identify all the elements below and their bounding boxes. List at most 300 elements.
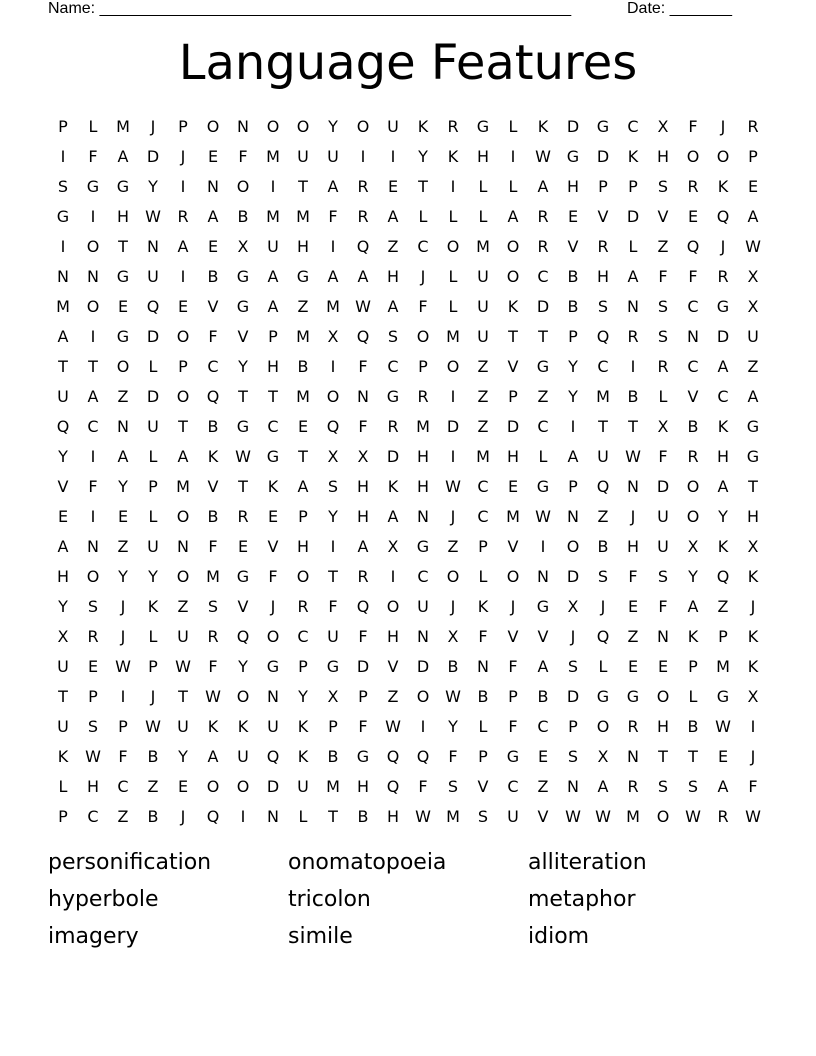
grid-letter[interactable]: B	[537, 687, 549, 706]
grid-letter[interactable]: O	[446, 357, 460, 376]
grid-letter[interactable]: A	[357, 537, 369, 556]
grid-letter[interactable]: F	[268, 567, 278, 586]
grid-letter[interactable]: U	[57, 657, 69, 676]
grid-letter[interactable]: H	[416, 477, 430, 496]
grid-letter[interactable]: M	[716, 657, 730, 676]
grid-letter[interactable]: V	[387, 657, 399, 676]
grid-letter[interactable]: J	[570, 627, 576, 646]
grid-letter[interactable]: N	[267, 687, 279, 706]
grid-letter[interactable]: U	[327, 627, 339, 646]
grid-letter[interactable]: L	[478, 567, 488, 586]
grid-letter[interactable]: V	[537, 807, 549, 826]
grid-letter[interactable]: L	[538, 447, 548, 466]
grid-letter[interactable]: H	[356, 507, 370, 526]
grid-letter[interactable]: M	[56, 297, 70, 316]
grid-letter[interactable]: A	[267, 297, 279, 316]
grid-letter[interactable]: O	[266, 627, 280, 646]
grid-letter[interactable]: B	[147, 807, 159, 826]
grid-letter[interactable]: O	[176, 327, 190, 346]
grid-letter[interactable]: T	[118, 237, 128, 256]
grid-letter[interactable]: O	[326, 387, 340, 406]
grid-letter[interactable]: S	[687, 777, 699, 796]
grid-letter[interactable]: K	[507, 297, 519, 316]
grid-letter[interactable]: U	[657, 507, 669, 526]
grid-letter[interactable]: K	[237, 717, 249, 736]
grid-letter[interactable]: S	[657, 177, 669, 196]
grid-letter[interactable]: B	[327, 747, 339, 766]
grid-letter[interactable]: V	[507, 627, 519, 646]
grid-letter[interactable]: V	[207, 477, 219, 496]
grid-letter[interactable]: S	[87, 717, 99, 736]
grid-letter[interactable]: N	[147, 237, 159, 256]
grid-letter[interactable]: U	[477, 327, 489, 346]
grid-letter[interactable]: I	[120, 687, 126, 706]
grid-letter[interactable]: F	[418, 297, 428, 316]
grid-letter[interactable]: L	[298, 807, 308, 826]
grid-letter[interactable]: I	[390, 567, 396, 586]
grid-letter[interactable]: D	[596, 147, 610, 166]
grid-letter[interactable]: J	[630, 507, 636, 526]
grid-letter[interactable]: Z	[477, 357, 489, 376]
grid-letter[interactable]: M	[596, 387, 610, 406]
grid-letter[interactable]: R	[387, 417, 399, 436]
grid-letter[interactable]: Q	[356, 597, 370, 616]
grid-letter[interactable]: G	[56, 207, 70, 226]
grid-letter[interactable]: Y	[568, 387, 578, 406]
grid-letter[interactable]: U	[57, 387, 69, 406]
grid-letter[interactable]: H	[296, 537, 310, 556]
grid-letter[interactable]: P	[148, 477, 158, 496]
grid-letter[interactable]: R	[627, 777, 639, 796]
grid-letter[interactable]: P	[328, 717, 338, 736]
grid-letter[interactable]: J	[450, 507, 456, 526]
grid-letter[interactable]: S	[597, 567, 609, 586]
grid-letter[interactable]: Z	[387, 687, 399, 706]
grid-letter[interactable]: K	[267, 477, 279, 496]
grid-letter[interactable]: L	[88, 117, 98, 136]
grid-letter[interactable]: S	[387, 327, 399, 346]
grid-letter[interactable]: I	[90, 507, 96, 526]
grid-letter[interactable]: M	[176, 477, 190, 496]
grid-letter[interactable]: E	[537, 747, 549, 766]
grid-letter[interactable]: N	[687, 327, 699, 346]
grid-letter[interactable]: U	[327, 147, 339, 166]
grid-letter[interactable]: T	[598, 417, 608, 436]
grid-letter[interactable]: W	[745, 237, 761, 256]
grid-letter[interactable]: C	[117, 777, 129, 796]
grid-letter[interactable]: M	[626, 807, 640, 826]
grid-letter[interactable]: Q	[386, 747, 400, 766]
grid-letter[interactable]: N	[357, 387, 369, 406]
grid-letter[interactable]: X	[237, 237, 249, 256]
grid-letter[interactable]: Q	[356, 327, 370, 346]
grid-letter[interactable]: X	[687, 537, 699, 556]
grid-letter[interactable]: W	[115, 657, 131, 676]
grid-letter[interactable]: L	[448, 297, 458, 316]
grid-letter[interactable]: R	[687, 177, 699, 196]
grid-letter[interactable]: C	[87, 807, 99, 826]
grid-letter[interactable]: R	[627, 717, 639, 736]
grid-letter[interactable]: L	[448, 207, 458, 226]
grid-letter[interactable]: X	[747, 267, 759, 286]
grid-letter[interactable]: R	[357, 207, 369, 226]
grid-letter[interactable]: E	[117, 507, 129, 526]
grid-letter[interactable]: A	[297, 477, 309, 496]
grid-letter[interactable]: D	[566, 567, 580, 586]
grid-letter[interactable]: H	[506, 447, 520, 466]
grid-letter[interactable]: H	[656, 717, 670, 736]
grid-letter[interactable]: L	[448, 267, 458, 286]
grid-letter[interactable]: A	[687, 597, 699, 616]
grid-letter[interactable]: O	[686, 477, 700, 496]
grid-letter[interactable]: M	[326, 777, 340, 796]
grid-letter[interactable]: H	[266, 357, 280, 376]
grid-letter[interactable]: T	[328, 807, 338, 826]
grid-letter[interactable]: A	[327, 267, 339, 286]
grid-letter[interactable]: Y	[568, 357, 578, 376]
grid-letter[interactable]: C	[537, 267, 549, 286]
grid-letter[interactable]: F	[88, 147, 98, 166]
grid-letter[interactable]: U	[507, 807, 519, 826]
grid-letter[interactable]: E	[747, 177, 759, 196]
grid-letter[interactable]: T	[268, 387, 278, 406]
grid-letter[interactable]: Y	[148, 177, 158, 196]
grid-letter[interactable]: A	[747, 207, 759, 226]
grid-letter[interactable]: Z	[477, 387, 489, 406]
grid-letter[interactable]: J	[270, 597, 276, 616]
grid-letter[interactable]: F	[208, 657, 218, 676]
grid-letter[interactable]: N	[537, 567, 549, 586]
grid-letter[interactable]: T	[508, 327, 518, 346]
grid-letter[interactable]: T	[328, 567, 338, 586]
grid-letter[interactable]: C	[477, 507, 489, 526]
grid-letter[interactable]: G	[296, 267, 310, 286]
grid-letter[interactable]: K	[147, 597, 159, 616]
grid-letter[interactable]: L	[418, 207, 428, 226]
grid-letter[interactable]: W	[145, 717, 161, 736]
grid-letter[interactable]: Y	[448, 717, 458, 736]
grid-letter[interactable]: M	[266, 147, 280, 166]
grid-letter[interactable]: N	[657, 627, 669, 646]
grid-letter[interactable]: J	[180, 147, 186, 166]
grid-letter[interactable]: W	[685, 807, 701, 826]
grid-letter[interactable]: P	[748, 147, 758, 166]
grid-letter[interactable]: S	[567, 657, 579, 676]
grid-letter[interactable]: W	[355, 297, 371, 316]
grid-letter[interactable]: G	[416, 537, 430, 556]
grid-letter[interactable]: J	[750, 747, 756, 766]
grid-letter[interactable]: G	[236, 567, 250, 586]
grid-letter[interactable]: R	[717, 267, 729, 286]
grid-letter[interactable]: K	[747, 657, 759, 676]
grid-letter[interactable]: K	[297, 717, 309, 736]
grid-letter[interactable]: R	[537, 237, 549, 256]
grid-letter[interactable]: F	[358, 357, 368, 376]
grid-letter[interactable]: D	[566, 687, 580, 706]
grid-letter[interactable]: V	[507, 357, 519, 376]
grid-letter[interactable]: Z	[117, 537, 129, 556]
grid-letter[interactable]: A	[717, 777, 729, 796]
grid-letter[interactable]: B	[357, 807, 369, 826]
grid-letter[interactable]: G	[536, 597, 550, 616]
grid-letter[interactable]: P	[298, 657, 308, 676]
grid-letter[interactable]: G	[116, 327, 130, 346]
grid-letter[interactable]: H	[596, 267, 610, 286]
grid-letter[interactable]: Q	[326, 417, 340, 436]
grid-letter[interactable]: Y	[58, 447, 68, 466]
grid-letter[interactable]: R	[687, 447, 699, 466]
grid-letter[interactable]: X	[327, 447, 339, 466]
grid-letter[interactable]: A	[717, 357, 729, 376]
grid-letter[interactable]: N	[237, 117, 249, 136]
grid-letter[interactable]: C	[717, 387, 729, 406]
grid-letter[interactable]: O	[86, 297, 100, 316]
grid-letter[interactable]: M	[416, 417, 430, 436]
grid-letter[interactable]: X	[657, 117, 669, 136]
grid-letter[interactable]: I	[450, 387, 456, 406]
grid-letter[interactable]: X	[597, 747, 609, 766]
grid-letter[interactable]: T	[178, 417, 188, 436]
grid-letter[interactable]: Y	[238, 357, 248, 376]
grid-letter[interactable]: N	[627, 747, 639, 766]
grid-letter[interactable]: X	[327, 687, 339, 706]
grid-letter[interactable]: R	[717, 807, 729, 826]
grid-letter[interactable]: O	[266, 117, 280, 136]
grid-letter[interactable]: C	[627, 117, 639, 136]
grid-letter[interactable]: K	[627, 147, 639, 166]
grid-letter[interactable]: P	[418, 357, 428, 376]
grid-letter[interactable]: F	[358, 627, 368, 646]
grid-letter[interactable]: O	[506, 567, 520, 586]
grid-letter[interactable]: P	[358, 687, 368, 706]
grid-letter[interactable]: G	[236, 297, 250, 316]
grid-letter[interactable]: I	[330, 237, 336, 256]
grid-letter[interactable]: X	[657, 417, 669, 436]
grid-letter[interactable]: W	[145, 207, 161, 226]
grid-letter[interactable]: K	[717, 177, 729, 196]
grid-letter[interactable]: J	[750, 597, 756, 616]
grid-letter[interactable]: J	[720, 117, 726, 136]
grid-letter[interactable]: D	[626, 207, 640, 226]
grid-letter[interactable]: P	[508, 387, 518, 406]
grid-letter[interactable]: F	[658, 267, 668, 286]
grid-letter[interactable]: S	[657, 297, 669, 316]
grid-letter[interactable]: B	[627, 387, 639, 406]
grid-letter[interactable]: M	[476, 237, 490, 256]
grid-letter[interactable]: F	[658, 447, 668, 466]
grid-letter[interactable]: Q	[716, 567, 730, 586]
grid-letter[interactable]: P	[628, 177, 638, 196]
grid-letter[interactable]: N	[267, 807, 279, 826]
grid-letter[interactable]: W	[745, 807, 761, 826]
grid-letter[interactable]: O	[236, 177, 250, 196]
grid-letter[interactable]: S	[57, 177, 69, 196]
grid-letter[interactable]: A	[387, 507, 399, 526]
grid-letter[interactable]: D	[386, 447, 400, 466]
grid-letter[interactable]: O	[176, 387, 190, 406]
grid-letter[interactable]: R	[447, 117, 459, 136]
grid-letter[interactable]: X	[747, 297, 759, 316]
grid-letter[interactable]: L	[598, 657, 608, 676]
grid-letter[interactable]: E	[207, 147, 219, 166]
grid-letter[interactable]: I	[330, 537, 336, 556]
grid-letter[interactable]: Y	[118, 567, 128, 586]
grid-letter[interactable]: O	[686, 507, 700, 526]
grid-letter[interactable]: D	[536, 297, 550, 316]
grid-letter[interactable]: T	[658, 747, 668, 766]
grid-letter[interactable]: V	[267, 537, 279, 556]
grid-letter[interactable]: Q	[596, 477, 610, 496]
grid-letter[interactable]: E	[207, 237, 219, 256]
grid-letter[interactable]: R	[597, 237, 609, 256]
grid-letter[interactable]: Y	[688, 567, 698, 586]
grid-letter[interactable]: S	[477, 807, 489, 826]
grid-letter[interactable]: W	[385, 717, 401, 736]
grid-letter[interactable]: Z	[657, 237, 669, 256]
grid-letter[interactable]: B	[447, 657, 459, 676]
grid-letter[interactable]: E	[627, 657, 639, 676]
grid-letter[interactable]: J	[600, 597, 606, 616]
grid-letter[interactable]: U	[417, 597, 429, 616]
grid-letter[interactable]: B	[567, 297, 579, 316]
grid-letter[interactable]: Y	[178, 747, 188, 766]
grid-letter[interactable]: R	[747, 117, 759, 136]
grid-letter[interactable]: O	[446, 237, 460, 256]
grid-letter[interactable]: M	[296, 327, 310, 346]
grid-letter[interactable]: U	[177, 717, 189, 736]
grid-letter[interactable]: Q	[596, 327, 610, 346]
grid-letter[interactable]: O	[296, 567, 310, 586]
grid-letter[interactable]: W	[535, 507, 551, 526]
grid-letter[interactable]: I	[420, 717, 426, 736]
grid-letter[interactable]: A	[207, 207, 219, 226]
grid-letter[interactable]: A	[357, 267, 369, 286]
grid-letter[interactable]: E	[87, 657, 99, 676]
grid-letter[interactable]: O	[206, 777, 220, 796]
grid-letter[interactable]: O	[716, 147, 730, 166]
grid-letter[interactable]: L	[58, 777, 68, 796]
grid-letter[interactable]: U	[747, 327, 759, 346]
grid-letter[interactable]: P	[118, 717, 128, 736]
grid-letter[interactable]: S	[567, 747, 579, 766]
grid-letter[interactable]: U	[267, 237, 279, 256]
grid-letter[interactable]: O	[566, 537, 580, 556]
grid-letter[interactable]: G	[116, 267, 130, 286]
grid-letter[interactable]: A	[117, 147, 129, 166]
grid-letter[interactable]: K	[57, 747, 69, 766]
grid-letter[interactable]: A	[327, 177, 339, 196]
grid-letter[interactable]: A	[717, 477, 729, 496]
grid-letter[interactable]: A	[537, 657, 549, 676]
grid-letter[interactable]: N	[477, 657, 489, 676]
grid-letter[interactable]: P	[478, 747, 488, 766]
grid-letter[interactable]: S	[597, 297, 609, 316]
grid-letter[interactable]: X	[747, 537, 759, 556]
grid-letter[interactable]: I	[90, 207, 96, 226]
grid-letter[interactable]: A	[207, 747, 219, 766]
grid-letter[interactable]: F	[628, 567, 638, 586]
grid-letter[interactable]: L	[478, 207, 488, 226]
grid-letter[interactable]: Z	[597, 507, 609, 526]
grid-letter[interactable]: C	[687, 357, 699, 376]
grid-letter[interactable]: Y	[328, 117, 338, 136]
grid-letter[interactable]: H	[296, 237, 310, 256]
grid-letter[interactable]: P	[58, 117, 68, 136]
grid-letter[interactable]: W	[445, 687, 461, 706]
grid-letter[interactable]: G	[506, 747, 520, 766]
grid-letter[interactable]: C	[417, 237, 429, 256]
grid-letter[interactable]: U	[297, 147, 309, 166]
grid-letter[interactable]: I	[450, 177, 456, 196]
grid-letter[interactable]: R	[357, 177, 369, 196]
grid-letter[interactable]: V	[57, 477, 69, 496]
grid-letter[interactable]: E	[657, 657, 669, 676]
grid-letter[interactable]: A	[87, 387, 99, 406]
grid-letter[interactable]: W	[715, 717, 731, 736]
grid-letter[interactable]: H	[116, 207, 130, 226]
grid-letter[interactable]: C	[537, 717, 549, 736]
grid-letter[interactable]: G	[596, 687, 610, 706]
grid-letter[interactable]: U	[57, 717, 69, 736]
grid-letter[interactable]: Q	[596, 627, 610, 646]
grid-letter[interactable]: A	[627, 267, 639, 286]
grid-letter[interactable]: I	[180, 177, 186, 196]
grid-letter[interactable]: G	[626, 687, 640, 706]
grid-letter[interactable]: Z	[177, 597, 189, 616]
grid-letter[interactable]: O	[86, 567, 100, 586]
grid-letter[interactable]: Q	[56, 417, 70, 436]
grid-letter[interactable]: X	[747, 687, 759, 706]
grid-letter[interactable]: T	[688, 747, 698, 766]
grid-letter[interactable]: W	[595, 807, 611, 826]
grid-letter[interactable]: Z	[447, 537, 459, 556]
grid-letter[interactable]: B	[207, 417, 219, 436]
grid-letter[interactable]: X	[357, 447, 369, 466]
grid-letter[interactable]: H	[356, 477, 370, 496]
grid-letter[interactable]: C	[687, 297, 699, 316]
grid-letter[interactable]: N	[87, 537, 99, 556]
grid-letter[interactable]: E	[717, 747, 729, 766]
grid-letter[interactable]: P	[88, 687, 98, 706]
grid-letter[interactable]: R	[297, 597, 309, 616]
grid-letter[interactable]: A	[507, 207, 519, 226]
grid-letter[interactable]: A	[537, 177, 549, 196]
grid-letter[interactable]: F	[508, 717, 518, 736]
grid-letter[interactable]: T	[298, 447, 308, 466]
grid-letter[interactable]: F	[748, 777, 758, 796]
grid-letter[interactable]: I	[390, 147, 396, 166]
grid-letter[interactable]: R	[627, 327, 639, 346]
grid-letter[interactable]: J	[120, 597, 126, 616]
grid-letter[interactable]: P	[508, 687, 518, 706]
grid-letter[interactable]: Z	[147, 777, 159, 796]
grid-letter[interactable]: G	[386, 387, 400, 406]
grid-letter[interactable]: V	[507, 537, 519, 556]
grid-letter[interactable]: P	[58, 807, 68, 826]
grid-letter[interactable]: V	[567, 237, 579, 256]
grid-letter[interactable]: O	[416, 687, 430, 706]
grid-letter[interactable]: F	[658, 597, 668, 616]
grid-letter[interactable]: C	[597, 357, 609, 376]
grid-letter[interactable]: P	[178, 357, 188, 376]
grid-letter[interactable]: G	[266, 657, 280, 676]
grid-letter[interactable]: C	[267, 417, 279, 436]
grid-letter[interactable]: E	[57, 507, 69, 526]
grid-letter[interactable]: N	[177, 537, 189, 556]
grid-letter[interactable]: G	[266, 447, 280, 466]
grid-letter[interactable]: A	[57, 327, 69, 346]
grid-letter[interactable]: G	[236, 417, 250, 436]
